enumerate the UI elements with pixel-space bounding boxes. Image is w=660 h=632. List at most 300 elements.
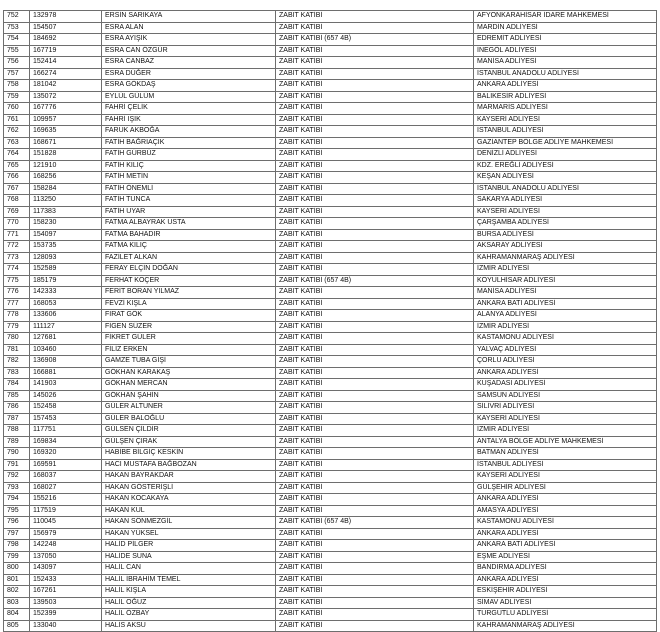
- table-row: [4, 45, 657, 57]
- job-title-cell: ZABIT KATİBİ: [276, 206, 474, 218]
- registry-number-cell: 168027: [30, 482, 102, 494]
- row-number-cell: 756: [4, 57, 30, 69]
- full-name-cell: HALİL OĞUZ: [102, 597, 276, 609]
- full-name-cell: ESRA ALAN: [102, 22, 276, 34]
- registry-number-cell: 154097: [30, 229, 102, 241]
- job-title-cell: ZABIT KATİBİ: [276, 436, 474, 448]
- table-row: [4, 298, 657, 310]
- table-row: [4, 22, 657, 34]
- table-row: [4, 310, 657, 322]
- job-title-cell: ZABIT KATİBİ: [276, 80, 474, 92]
- row-number-cell: 805: [4, 620, 30, 632]
- table-row: [4, 436, 657, 448]
- row-number-cell: 780: [4, 333, 30, 345]
- full-name-cell: HAKAN KOCAKAYA: [102, 494, 276, 506]
- assigned-unit-cell: KAYSERİ ADLİYESİ: [474, 413, 657, 425]
- assigned-unit-cell: MARMARİS ADLİYESİ: [474, 103, 657, 115]
- full-name-cell: FATMA KILIÇ: [102, 241, 276, 253]
- registry-number-cell: 169591: [30, 459, 102, 471]
- full-name-cell: HALİL CAN: [102, 563, 276, 575]
- job-title-cell: ZABIT KATİBİ: [276, 126, 474, 138]
- row-number-cell: 803: [4, 597, 30, 609]
- registry-number-cell: 152458: [30, 402, 102, 414]
- full-name-cell: HABİBE BİLGİÇ KESKİN: [102, 448, 276, 460]
- table-row: [4, 229, 657, 241]
- job-title-cell: ZABIT KATİBİ: [276, 183, 474, 195]
- job-title-cell: ZABIT KATİBİ: [276, 425, 474, 437]
- registry-number-cell: 133040: [30, 620, 102, 632]
- registry-number-cell: 153735: [30, 241, 102, 253]
- table-row: [4, 494, 657, 506]
- registry-number-cell: 127681: [30, 333, 102, 345]
- row-number-cell: 766: [4, 172, 30, 184]
- full-name-cell: GAMZE TUBA GİŞİ: [102, 356, 276, 368]
- row-number-cell: 758: [4, 80, 30, 92]
- full-name-cell: HALİL ÖZBAY: [102, 609, 276, 621]
- assigned-unit-cell: KAHRAMANMARAŞ ADLİYESİ: [474, 620, 657, 632]
- assigned-unit-cell: ESKİŞEHİR ADLİYESİ: [474, 586, 657, 598]
- registry-number-cell: 151828: [30, 149, 102, 161]
- table-row: [4, 425, 657, 437]
- table-row: [4, 218, 657, 230]
- full-name-cell: GÜLER ALTUNER: [102, 402, 276, 414]
- full-name-cell: ERSİN SARIKAYA: [102, 11, 276, 23]
- registry-number-cell: 152433: [30, 574, 102, 586]
- assigned-unit-cell: MANİSA ADLİYESİ: [474, 57, 657, 69]
- assigned-unit-cell: KAYSERİ ADLİYESİ: [474, 114, 657, 126]
- job-title-cell: ZABIT KATİBİ: [276, 356, 474, 368]
- job-title-cell: ZABIT KATİBİ: [276, 287, 474, 299]
- job-title-cell: ZABIT KATİBİ (657 4B): [276, 34, 474, 46]
- job-title-cell: ZABIT KATİBİ: [276, 494, 474, 506]
- row-number-cell: 764: [4, 149, 30, 161]
- table-row: [4, 183, 657, 195]
- registry-number-cell: 168256: [30, 172, 102, 184]
- table-row: [4, 390, 657, 402]
- assigned-unit-cell: ANKARA ADLİYESİ: [474, 528, 657, 540]
- table-row: [4, 459, 657, 471]
- full-name-cell: GÜLŞEN ÇIRAK: [102, 436, 276, 448]
- registry-number-cell: 137050: [30, 551, 102, 563]
- full-name-cell: FERAY ELÇİN DOĞAN: [102, 264, 276, 276]
- staff-table: [3, 10, 657, 632]
- table-row: [4, 68, 657, 80]
- registry-number-cell: 121910: [30, 160, 102, 172]
- assigned-unit-cell: ANKARA BATI ADLİYESİ: [474, 298, 657, 310]
- assigned-unit-cell: SİMAV ADLİYESİ: [474, 597, 657, 609]
- row-number-cell: 784: [4, 379, 30, 391]
- full-name-cell: HALİS AKSU: [102, 620, 276, 632]
- row-number-cell: 759: [4, 91, 30, 103]
- registry-number-cell: 143097: [30, 563, 102, 575]
- registry-number-cell: 133606: [30, 310, 102, 322]
- table-row: [4, 620, 657, 632]
- row-number-cell: 755: [4, 45, 30, 57]
- table-row: [4, 172, 657, 184]
- assigned-unit-cell: ANKARA ADLİYESİ: [474, 494, 657, 506]
- registry-number-cell: 136908: [30, 356, 102, 368]
- table-row: [4, 586, 657, 598]
- full-name-cell: FATMA BAHADIR: [102, 229, 276, 241]
- full-name-cell: GÖKHAN KARAKAŞ: [102, 367, 276, 379]
- registry-number-cell: 117751: [30, 425, 102, 437]
- job-title-cell: ZABIT KATİBİ: [276, 91, 474, 103]
- assigned-unit-cell: KASTAMONU ADLİYESİ: [474, 333, 657, 345]
- row-number-cell: 790: [4, 448, 30, 460]
- row-number-cell: 774: [4, 264, 30, 276]
- table-row: [4, 367, 657, 379]
- assigned-unit-cell: KUŞADASI ADLİYESİ: [474, 379, 657, 391]
- job-title-cell: ZABIT KATİBİ: [276, 528, 474, 540]
- table-row: [4, 563, 657, 575]
- registry-number-cell: 166274: [30, 68, 102, 80]
- job-title-cell: ZABIT KATİBİ: [276, 22, 474, 34]
- full-name-cell: FİLİZ ERKEN: [102, 344, 276, 356]
- full-name-cell: FAHRİ IŞIK: [102, 114, 276, 126]
- job-title-cell: ZABIT KATİBİ: [276, 459, 474, 471]
- table-row: [4, 482, 657, 494]
- job-title-cell: ZABIT KATİBİ: [276, 379, 474, 391]
- assigned-unit-cell: BURSA ADLİYESİ: [474, 229, 657, 241]
- job-title-cell: ZABIT KATİBİ: [276, 68, 474, 80]
- registry-number-cell: 109957: [30, 114, 102, 126]
- registry-number-cell: 132978: [30, 11, 102, 23]
- assigned-unit-cell: ANKARA BATI ADLİYESİ: [474, 540, 657, 552]
- table-row: [4, 448, 657, 460]
- job-title-cell: ZABIT KATİBİ: [276, 172, 474, 184]
- job-title-cell: ZABIT KATİBİ: [276, 229, 474, 241]
- table-row: [4, 287, 657, 299]
- assigned-unit-cell: ÇORLU ADLİYESİ: [474, 356, 657, 368]
- full-name-cell: HACI MUSTAFA BAĞBOZAN: [102, 459, 276, 471]
- row-number-cell: 789: [4, 436, 30, 448]
- assigned-unit-cell: TURGUTLU ADLİYESİ: [474, 609, 657, 621]
- row-number-cell: 753: [4, 22, 30, 34]
- job-title-cell: ZABIT KATİBİ: [276, 114, 474, 126]
- registry-number-cell: 141903: [30, 379, 102, 391]
- registry-number-cell: 154507: [30, 22, 102, 34]
- job-title-cell: ZABIT KATİBİ: [276, 57, 474, 69]
- full-name-cell: HAKAN GÖSTERİŞLİ: [102, 482, 276, 494]
- assigned-unit-cell: SAKARYA ADLİYESİ: [474, 195, 657, 207]
- row-number-cell: 771: [4, 229, 30, 241]
- assigned-unit-cell: KASTAMONU ADLİYESİ: [474, 517, 657, 529]
- registry-number-cell: 111127: [30, 321, 102, 333]
- assigned-unit-cell: YALVAÇ ADLİYESİ: [474, 344, 657, 356]
- row-number-cell: 794: [4, 494, 30, 506]
- table-row: [4, 57, 657, 69]
- assigned-unit-cell: İZMİR ADLİYESİ: [474, 264, 657, 276]
- full-name-cell: GÜLSEN ÇİLDİR: [102, 425, 276, 437]
- row-number-cell: 779: [4, 321, 30, 333]
- registry-number-cell: 145026: [30, 390, 102, 402]
- row-number-cell: 786: [4, 402, 30, 414]
- registry-number-cell: 110045: [30, 517, 102, 529]
- full-name-cell: FATİH TUNCA: [102, 195, 276, 207]
- job-title-cell: ZABIT KATİBİ: [276, 195, 474, 207]
- table-row: [4, 264, 657, 276]
- row-number-cell: 781: [4, 344, 30, 356]
- job-title-cell: ZABIT KATİBİ: [276, 264, 474, 276]
- assigned-unit-cell: AMASYA ADLİYESİ: [474, 505, 657, 517]
- registry-number-cell: 135072: [30, 91, 102, 103]
- registry-number-cell: 142248: [30, 540, 102, 552]
- registry-number-cell: 117383: [30, 206, 102, 218]
- job-title-cell: ZABIT KATİBİ: [276, 586, 474, 598]
- table-row: [4, 126, 657, 138]
- assigned-unit-cell: İNEGÖL ADLİYESİ: [474, 45, 657, 57]
- registry-number-cell: 169320: [30, 448, 102, 460]
- assigned-unit-cell: İSTANBUL ANADOLU ADLİYESİ: [474, 183, 657, 195]
- job-title-cell: ZABIT KATİBİ: [276, 333, 474, 345]
- full-name-cell: HAKAN YÜKSEL: [102, 528, 276, 540]
- registry-number-cell: 167261: [30, 586, 102, 598]
- full-name-cell: FATİH GÜRBÜZ: [102, 149, 276, 161]
- full-name-cell: ESRA CANBAZ: [102, 57, 276, 69]
- full-name-cell: FEVZİ KIŞLA: [102, 298, 276, 310]
- row-number-cell: 772: [4, 241, 30, 253]
- full-name-cell: EYLÜL GÜLÜM: [102, 91, 276, 103]
- registry-number-cell: 158230: [30, 218, 102, 230]
- registry-number-cell: 168037: [30, 471, 102, 483]
- job-title-cell: ZABIT KATİBİ: [276, 103, 474, 115]
- registry-number-cell: 152399: [30, 609, 102, 621]
- registry-number-cell: 113250: [30, 195, 102, 207]
- staff-list-document: [3, 10, 657, 632]
- full-name-cell: HAKAN SÖNMEZGİL: [102, 517, 276, 529]
- registry-number-cell: 168053: [30, 298, 102, 310]
- row-number-cell: 767: [4, 183, 30, 195]
- row-number-cell: 795: [4, 505, 30, 517]
- registry-number-cell: 184692: [30, 34, 102, 46]
- registry-number-cell: 152414: [30, 57, 102, 69]
- job-title-cell: ZABIT KATİBİ: [276, 218, 474, 230]
- job-title-cell: ZABIT KATİBİ: [276, 11, 474, 23]
- assigned-unit-cell: EŞME ADLİYESİ: [474, 551, 657, 563]
- job-title-cell: ZABIT KATİBİ: [276, 563, 474, 575]
- registry-number-cell: 117519: [30, 505, 102, 517]
- registry-number-cell: 169635: [30, 126, 102, 138]
- job-title-cell: ZABIT KATİBİ: [276, 367, 474, 379]
- row-number-cell: 791: [4, 459, 30, 471]
- assigned-unit-cell: ANKARA ADLİYESİ: [474, 574, 657, 586]
- assigned-unit-cell: SAMSUN ADLİYESİ: [474, 390, 657, 402]
- row-number-cell: 773: [4, 252, 30, 264]
- row-number-cell: 792: [4, 471, 30, 483]
- full-name-cell: HALİDE SUNA: [102, 551, 276, 563]
- row-number-cell: 777: [4, 298, 30, 310]
- job-title-cell: ZABIT KATİBİ: [276, 344, 474, 356]
- assigned-unit-cell: EDREMİT ADLİYESİ: [474, 34, 657, 46]
- row-number-cell: 804: [4, 609, 30, 621]
- assigned-unit-cell: İSTANBUL ADLİYESİ: [474, 459, 657, 471]
- job-title-cell: ZABIT KATİBİ: [276, 482, 474, 494]
- full-name-cell: ESRA AYIŞIK: [102, 34, 276, 46]
- assigned-unit-cell: KDZ. EREĞLİ ADLİYESİ: [474, 160, 657, 172]
- job-title-cell: ZABIT KATİBİ: [276, 505, 474, 517]
- table-row: [4, 333, 657, 345]
- row-number-cell: 754: [4, 34, 30, 46]
- table-row: [4, 609, 657, 621]
- table-row: [4, 505, 657, 517]
- table-row: [4, 114, 657, 126]
- registry-number-cell: 166881: [30, 367, 102, 379]
- staff-table-body: [4, 11, 657, 632]
- full-name-cell: ESRA CAN ÖZGÜR: [102, 45, 276, 57]
- job-title-cell: ZABIT KATİBİ: [276, 620, 474, 632]
- table-row: [4, 379, 657, 391]
- full-name-cell: FAZİLET ALKAN: [102, 252, 276, 264]
- registry-number-cell: 168671: [30, 137, 102, 149]
- job-title-cell: ZABIT KATİBİ (657 4B): [276, 275, 474, 287]
- registry-number-cell: 152589: [30, 264, 102, 276]
- full-name-cell: GÜLER BALOĞLU: [102, 413, 276, 425]
- assigned-unit-cell: GAZİANTEP BÖLGE ADLİYE MAHKEMESİ: [474, 137, 657, 149]
- table-row: [4, 540, 657, 552]
- assigned-unit-cell: AKSARAY ADLİYESİ: [474, 241, 657, 253]
- full-name-cell: HALİL KIŞLA: [102, 586, 276, 598]
- row-number-cell: 788: [4, 425, 30, 437]
- row-number-cell: 787: [4, 413, 30, 425]
- job-title-cell: ZABIT KATİBİ: [276, 252, 474, 264]
- registry-number-cell: 185179: [30, 275, 102, 287]
- job-title-cell: ZABIT KATİBİ: [276, 160, 474, 172]
- table-row: [4, 413, 657, 425]
- assigned-unit-cell: BANDIRMA ADLİYESİ: [474, 563, 657, 575]
- assigned-unit-cell: BALIKESİR ADLİYESİ: [474, 91, 657, 103]
- job-title-cell: ZABIT KATİBİ: [276, 551, 474, 563]
- row-number-cell: 769: [4, 206, 30, 218]
- registry-number-cell: 157453: [30, 413, 102, 425]
- assigned-unit-cell: KEŞAN ADLİYESİ: [474, 172, 657, 184]
- assigned-unit-cell: İZMİR ADLİYESİ: [474, 321, 657, 333]
- row-number-cell: 763: [4, 137, 30, 149]
- table-row: [4, 252, 657, 264]
- assigned-unit-cell: SİLİVRİ ADLİYESİ: [474, 402, 657, 414]
- full-name-cell: HALİD PİLGER: [102, 540, 276, 552]
- table-row: [4, 137, 657, 149]
- row-number-cell: 752: [4, 11, 30, 23]
- table-row: [4, 471, 657, 483]
- assigned-unit-cell: ANKARA ADLİYESİ: [474, 80, 657, 92]
- assigned-unit-cell: ALANYA ADLİYESİ: [474, 310, 657, 322]
- full-name-cell: FERİT BORAN YILMAZ: [102, 287, 276, 299]
- table-row: [4, 275, 657, 287]
- row-number-cell: 783: [4, 367, 30, 379]
- assigned-unit-cell: MANİSA ADLİYESİ: [474, 287, 657, 299]
- assigned-unit-cell: İZMİR ADLİYESİ: [474, 425, 657, 437]
- assigned-unit-cell: ANKARA ADLİYESİ: [474, 367, 657, 379]
- row-number-cell: 785: [4, 390, 30, 402]
- full-name-cell: ESRA DÜĞER: [102, 68, 276, 80]
- full-name-cell: HAKAN BAYRAKDAR: [102, 471, 276, 483]
- row-number-cell: 799: [4, 551, 30, 563]
- row-number-cell: 770: [4, 218, 30, 230]
- table-row: [4, 574, 657, 586]
- assigned-unit-cell: İSTANBUL ADLİYESİ: [474, 126, 657, 138]
- row-number-cell: 802: [4, 586, 30, 598]
- job-title-cell: ZABIT KATİBİ: [276, 471, 474, 483]
- assigned-unit-cell: GÜLŞEHİR ADLİYESİ: [474, 482, 657, 494]
- row-number-cell: 762: [4, 126, 30, 138]
- table-row: [4, 528, 657, 540]
- row-number-cell: 796: [4, 517, 30, 529]
- assigned-unit-cell: BATMAN ADLİYESİ: [474, 448, 657, 460]
- registry-number-cell: 139503: [30, 597, 102, 609]
- assigned-unit-cell: ANTALYA BÖLGE ADLİYE MAHKEMESİ: [474, 436, 657, 448]
- table-row: [4, 34, 657, 46]
- job-title-cell: ZABIT KATİBİ: [276, 310, 474, 322]
- assigned-unit-cell: KOYULHİSAR ADLİYESİ: [474, 275, 657, 287]
- row-number-cell: 778: [4, 310, 30, 322]
- assigned-unit-cell: DENİZLİ ADLİYESİ: [474, 149, 657, 161]
- row-number-cell: 768: [4, 195, 30, 207]
- job-title-cell: ZABIT KATİBİ: [276, 540, 474, 552]
- row-number-cell: 798: [4, 540, 30, 552]
- row-number-cell: 775: [4, 275, 30, 287]
- registry-number-cell: 167719: [30, 45, 102, 57]
- full-name-cell: GÖKHAN ŞAHİN: [102, 390, 276, 402]
- full-name-cell: GÖKHAN MERCAN: [102, 379, 276, 391]
- job-title-cell: ZABIT KATİBİ: [276, 390, 474, 402]
- assigned-unit-cell: KAHRAMANMARAŞ ADLİYESİ: [474, 252, 657, 264]
- registry-number-cell: 103460: [30, 344, 102, 356]
- registry-number-cell: 158284: [30, 183, 102, 195]
- assigned-unit-cell: KAYSERİ ADLİYESİ: [474, 471, 657, 483]
- assigned-unit-cell: İSTANBUL ANADOLU ADLİYESİ: [474, 68, 657, 80]
- full-name-cell: FAHRİ ÇELİK: [102, 103, 276, 115]
- table-row: [4, 160, 657, 172]
- job-title-cell: ZABIT KATİBİ: [276, 574, 474, 586]
- table-row: [4, 80, 657, 92]
- full-name-cell: FATMA ALBAYRAK USTA: [102, 218, 276, 230]
- table-row: [4, 551, 657, 563]
- registry-number-cell: 169834: [30, 436, 102, 448]
- full-name-cell: FATİH METİN: [102, 172, 276, 184]
- row-number-cell: 760: [4, 103, 30, 115]
- job-title-cell: ZABIT KATİBİ: [276, 45, 474, 57]
- job-title-cell: ZABIT KATİBİ: [276, 448, 474, 460]
- full-name-cell: FİGEN SÜZER: [102, 321, 276, 333]
- full-name-cell: FERHAT KOÇER: [102, 275, 276, 287]
- full-name-cell: FATİH ÖNEMLİ: [102, 183, 276, 195]
- job-title-cell: ZABIT KATİBİ: [276, 321, 474, 333]
- table-row: [4, 241, 657, 253]
- row-number-cell: 782: [4, 356, 30, 368]
- row-number-cell: 757: [4, 68, 30, 80]
- assigned-unit-cell: MARDİN ADLİYESİ: [474, 22, 657, 34]
- table-row: [4, 206, 657, 218]
- table-row: [4, 402, 657, 414]
- full-name-cell: FATİH KILIÇ: [102, 160, 276, 172]
- registry-number-cell: 142333: [30, 287, 102, 299]
- full-name-cell: FATİH BAĞRIAÇIK: [102, 137, 276, 149]
- full-name-cell: HALİL İBRAHİM TEMEL: [102, 574, 276, 586]
- registry-number-cell: 155216: [30, 494, 102, 506]
- full-name-cell: FİKRET GÜLER: [102, 333, 276, 345]
- row-number-cell: 761: [4, 114, 30, 126]
- row-number-cell: 765: [4, 160, 30, 172]
- table-row: [4, 91, 657, 103]
- table-row: [4, 11, 657, 23]
- row-number-cell: 797: [4, 528, 30, 540]
- job-title-cell: ZABIT KATİBİ (657 4B): [276, 517, 474, 529]
- table-row: [4, 597, 657, 609]
- job-title-cell: ZABIT KATİBİ: [276, 597, 474, 609]
- registry-number-cell: 128093: [30, 252, 102, 264]
- row-number-cell: 793: [4, 482, 30, 494]
- table-row: [4, 103, 657, 115]
